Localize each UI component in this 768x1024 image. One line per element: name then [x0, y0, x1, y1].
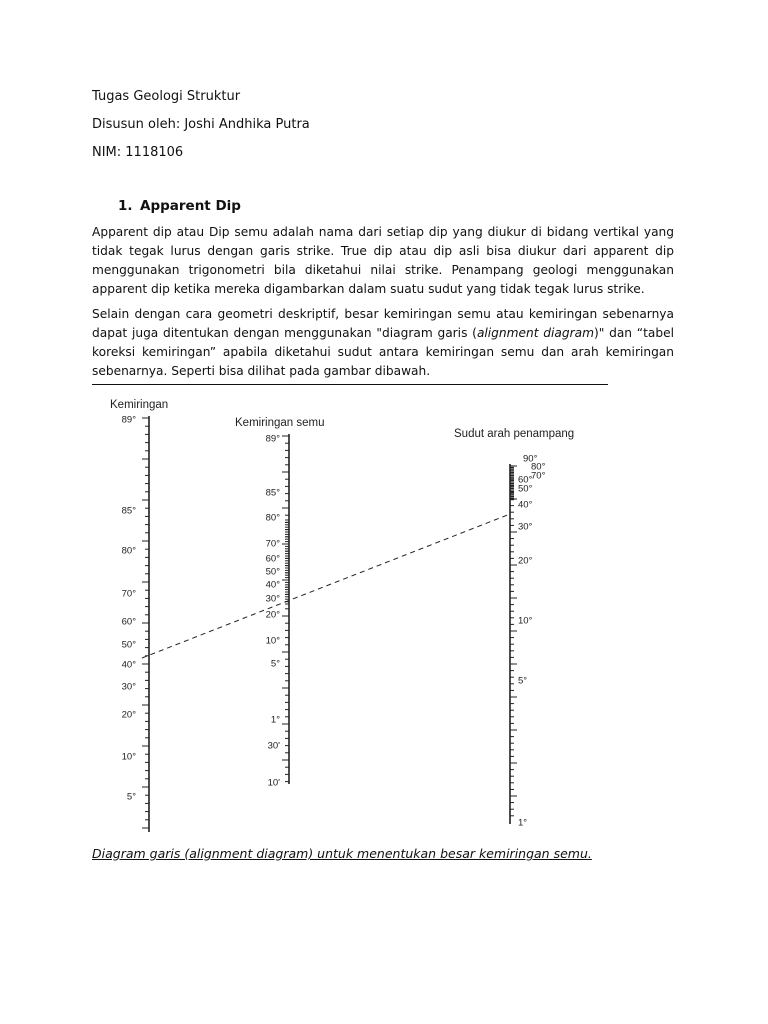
left-scale-label: 20°	[121, 709, 136, 721]
middle-scale-label: 80°	[265, 512, 280, 524]
left-scale-label: 5°	[126, 791, 136, 803]
paragraph-1: Apparent dip atau Dip semu adalah nama dari setiap dip yang diukur di bidang vertikal yang tidak tegak lurus dengan garis strike. True dip atau dip asli bisa diukur dari apparent dip menggunakan trigonometri bila diketahui nilai strike. Penampang geologi menggunakan apparent dip ketika mereka digambarkan dalam suatu sudut yang tidak tegak lurus strike.	[92, 225, 674, 296]
middle-scale-title: Kemiringan semu	[235, 417, 325, 429]
horizontal-rule	[92, 384, 608, 385]
left-scale-ticks	[142, 418, 149, 828]
left-scale-label: 70°	[121, 588, 136, 600]
middle-scale-label: 50°	[265, 566, 280, 578]
right-scale-title: Sudut arah penampang	[454, 428, 575, 440]
right-scale-label: 80°	[531, 461, 546, 473]
left-scale-label: 60°	[121, 616, 136, 628]
right-scale-ticks	[510, 466, 517, 816]
middle-scale-labels	[266, 434, 281, 789]
alignment-dashed-line	[142, 514, 510, 658]
left-scale-label: 80°	[121, 545, 136, 557]
left-scale-label: 50°	[121, 639, 136, 651]
section-heading	[118, 198, 241, 214]
middle-scale-label: 10°	[265, 635, 280, 647]
middle-scale-label: 10'	[267, 777, 280, 789]
middle-scale-label: 85°	[265, 487, 280, 499]
section-number: 1.	[118, 198, 133, 214]
middle-scale-label: 1°	[270, 714, 280, 726]
left-scale-label: 89°	[121, 414, 136, 426]
figure-caption: Diagram garis (alignment diagram) untuk menentukan besar kemiringan semu.	[92, 846, 592, 861]
left-scale-label: 30°	[121, 681, 136, 693]
left-scale-label: 10°	[121, 751, 136, 763]
alignment-diagram	[90, 388, 630, 834]
middle-scale-label: 5°	[270, 658, 280, 670]
author-line: Disusun oleh: Joshi Andhika Putra	[92, 117, 310, 132]
left-scale-title: Kemiringan	[110, 399, 169, 411]
right-scale-label: 20°	[518, 555, 533, 567]
right-scale-label: 10°	[518, 615, 533, 627]
middle-scale-label: 30°	[265, 593, 280, 605]
right-scale-label: 40°	[518, 499, 533, 511]
nim-line: NIM: 1118106	[92, 145, 184, 160]
paragraph-2-text-a: Selain dengan cara geometri deskriptif, besar kemiringan semu atau kemiringan sebenarnya dapat juga ditentukan dengan menggunakan "diagram garis (	[92, 307, 674, 340]
left-scale-labels	[122, 415, 137, 803]
middle-scale-label: 20°	[265, 609, 280, 621]
left-scale-label: 40°	[121, 659, 136, 671]
right-scale-labels	[518, 454, 546, 829]
right-scale-label: 70°	[531, 470, 546, 482]
document-title: Tugas Geologi Struktur	[92, 89, 241, 104]
right-scale-label: 5°	[518, 675, 528, 687]
right-scale-label: 1°	[518, 817, 528, 829]
right-scale-label: 30°	[518, 521, 533, 533]
paragraph-2-text-b: )" dan “tabel koreksi kemiringan” apabila diketahui sudut antara kemiringan semu dan arah kemiringan sebenarnya. Seperti bisa dilihat pada gambar dibawah.	[92, 326, 674, 378]
left-scale-label: 85°	[121, 505, 136, 517]
right-scale-label: 90°	[523, 453, 538, 465]
middle-scale-label: 89°	[265, 433, 280, 445]
middle-scale-ticks	[282, 436, 289, 782]
middle-scale-label: 70°	[265, 538, 280, 550]
paragraph-2	[92, 305, 674, 381]
middle-scale-label: 40°	[265, 579, 280, 591]
right-scale-label: 60°	[518, 474, 533, 486]
paragraph-2-italic: alignment diagram	[476, 326, 594, 340]
section-title: Apparent Dip	[140, 198, 241, 214]
middle-scale-label: 30'	[267, 740, 280, 752]
middle-scale-label: 60°	[265, 553, 280, 565]
right-scale-label: 50°	[518, 483, 533, 495]
